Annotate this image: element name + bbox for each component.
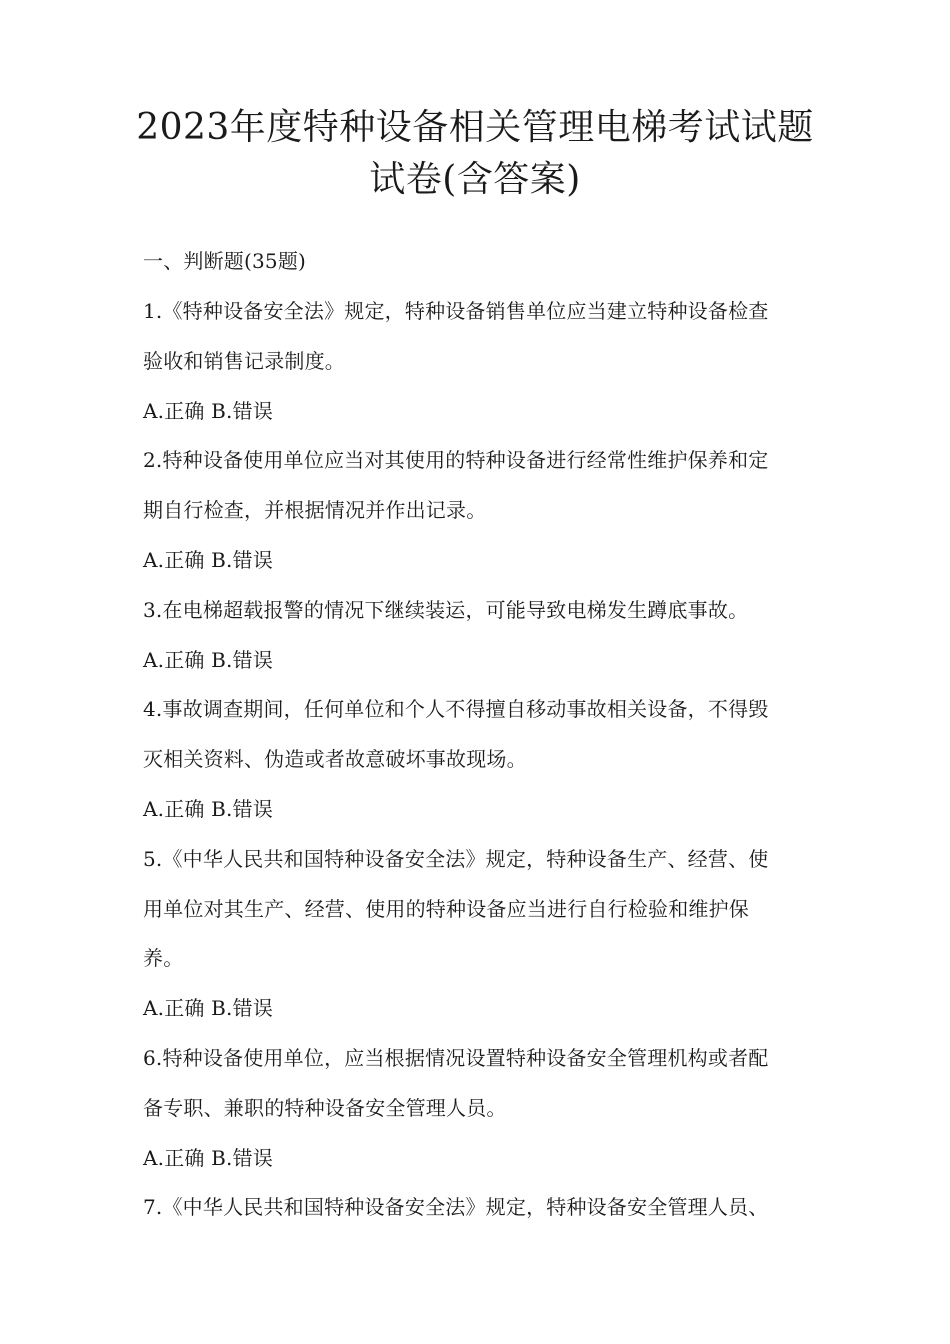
question-1-options: A.正确 B.错误	[143, 399, 274, 423]
document-title-line-1: 2023年度特种设备相关管理电梯考试试题	[136, 107, 814, 148]
question-5-text-line-3: 养。	[143, 946, 184, 970]
question-4-options: A.正确 B.错误	[143, 797, 274, 821]
question-5-text-line-1: 5.《中华人民共和国特种设备安全法》规定，特种设备生产、经营、使	[143, 847, 769, 871]
question-3-text-line-1: 3.在电梯超载报警的情况下继续装运，可能导致电梯发生蹲底事故。	[143, 598, 749, 622]
question-6-text-line-1: 6.特种设备使用单位，应当根据情况设置特种设备安全管理机构或者配	[143, 1046, 769, 1070]
question-7-text-line-1: 7.《中华人民共和国特种设备安全法》规定，特种设备安全管理人员、	[143, 1195, 769, 1219]
question-6-text-line-2: 备专职、兼职的特种设备安全管理人员。	[143, 1096, 507, 1120]
question-5-text-line-2: 用单位对其生产、经营、使用的特种设备应当进行自行检验和维护保	[143, 897, 749, 921]
question-4-text-line-2: 灭相关资料、伪造或者故意破坏事故现场。	[143, 747, 527, 771]
question-2-text-line-1: 2.特种设备使用单位应当对其使用的特种设备进行经常性维护保养和定	[143, 448, 769, 472]
question-1-text-line-2: 验收和销售记录制度。	[143, 349, 345, 373]
question-5-options: A.正确 B.错误	[143, 996, 274, 1020]
question-6-options: A.正确 B.错误	[143, 1146, 274, 1170]
question-2-text-line-2: 期自行检查，并根据情况并作出记录。	[143, 498, 487, 522]
question-4-text-line-1: 4.事故调查期间，任何单位和个人不得擅自移动事故相关设备，不得毁	[143, 697, 769, 721]
section-heading: 一、判断题(35题)	[143, 249, 307, 273]
question-3-options: A.正确 B.错误	[143, 648, 274, 672]
question-2-options: A.正确 B.错误	[143, 548, 274, 572]
question-1-text-line-1: 1.《特种设备安全法》规定，特种设备销售单位应当建立特种设备检查	[143, 299, 769, 323]
document-title-line-2: 试卷(含答案)	[369, 159, 581, 200]
